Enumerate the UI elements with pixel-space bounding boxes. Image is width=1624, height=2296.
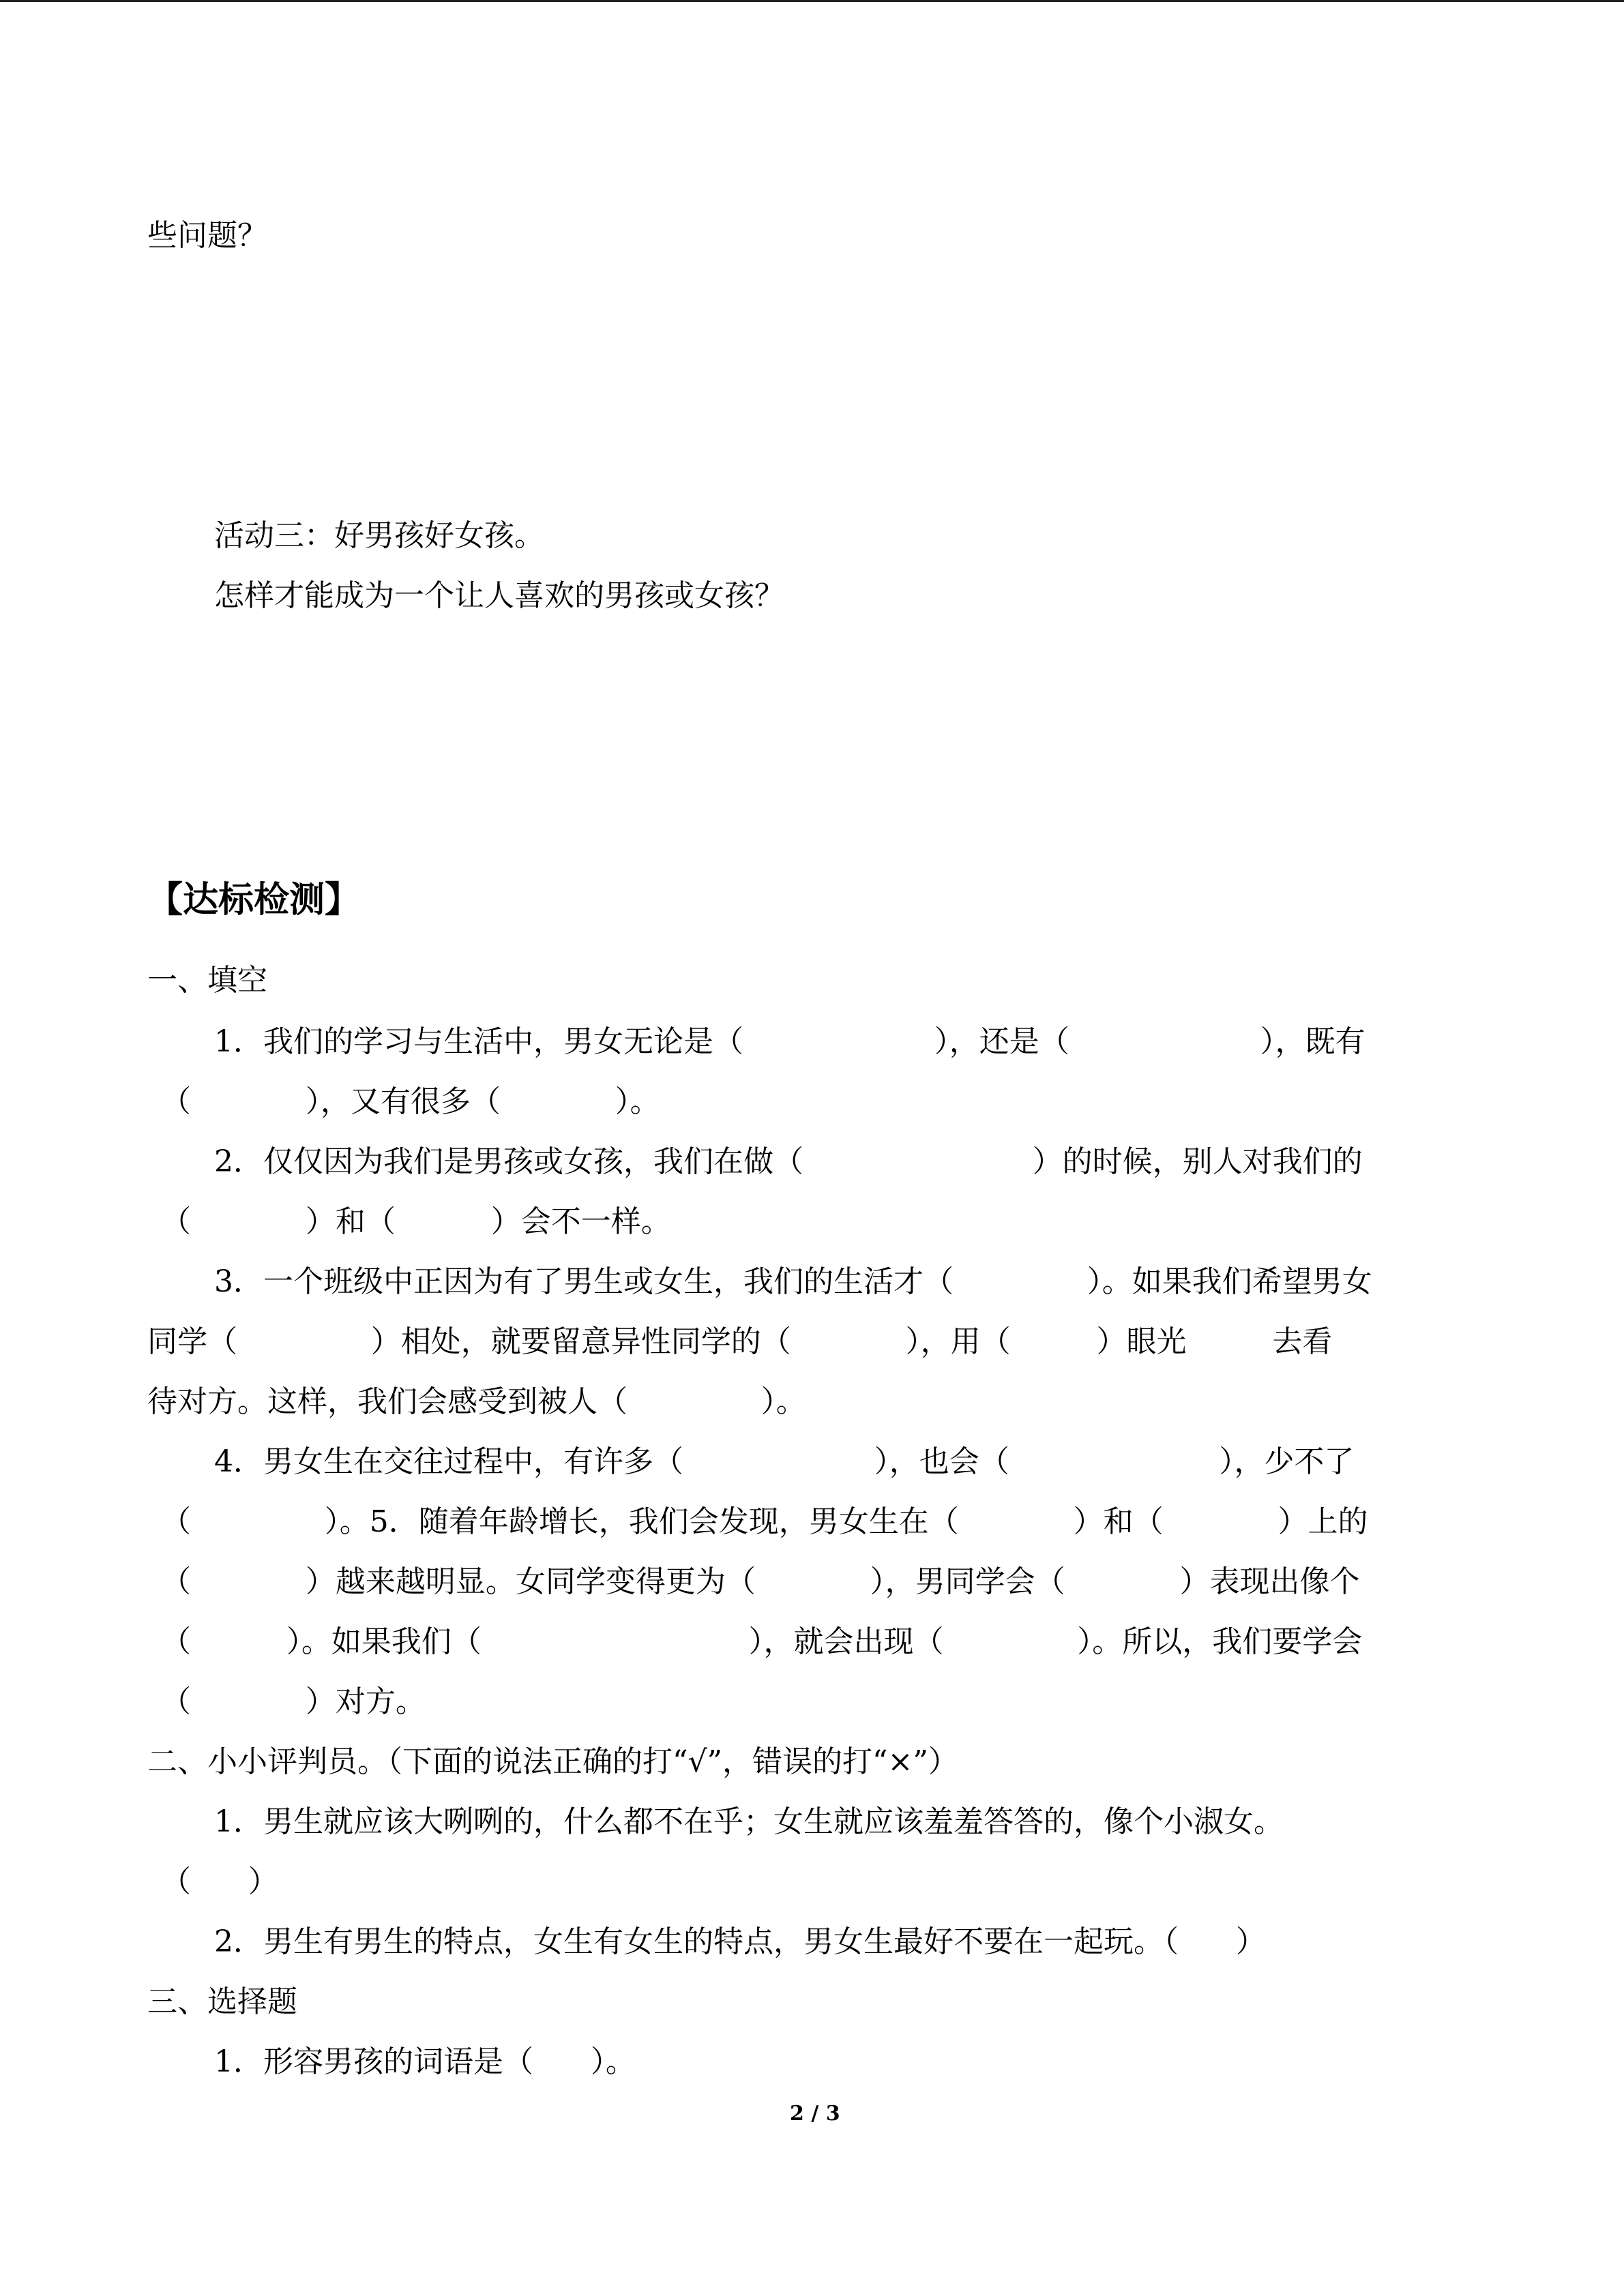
part2-q2: 2．男生有男生的特点，女生有女生的特点，男女生最好不要在一起玩。（ ）	[214, 1924, 1266, 1959]
q2-line2: （ ）和（ ）会不一样。	[161, 1204, 671, 1239]
part3-title: 三、选择题	[147, 1984, 297, 2019]
q4-line5: （ ）对方。	[161, 1684, 426, 1719]
q4-line3: （ ）越来越明显。女同学变得更为（ ），男同学会（ ）表现出像个	[161, 1564, 1360, 1599]
q2-line1: 2．仅仅因为我们是男孩或女孩，我们在做（ ）的时候，别人对我们的	[214, 1144, 1363, 1179]
activity3-question: 怎样才能成为一个让人喜欢的男孩或女孩？	[214, 578, 784, 613]
q1-line1: 1．我们的学习与生活中，男女无论是（ ），还是（ ），既有	[214, 1024, 1365, 1059]
q4-line4: （ ）。如果我们（ ），就会出现（ ）。所以，我们要学会	[161, 1624, 1363, 1659]
part1-title: 一、填空	[147, 963, 267, 998]
page-number: 2 / 3	[790, 2102, 840, 2126]
part3-q1: 1．形容男孩的词语是（ ）。	[214, 2044, 636, 2079]
part2-title: 二、小小评判员。（下面的说法正确的打“√”，错误的打“×”）	[147, 1744, 958, 1779]
continued-text: 些问题？	[147, 218, 267, 253]
section-heading: 【达标检测】	[147, 880, 361, 921]
part2-q1-line2: （ ）	[161, 1864, 278, 1899]
q3-line2: 同学（ ）相处，就要留意异性同学的（ ），用（ ）眼光 去看	[147, 1324, 1333, 1359]
q4-line1: 4．男女生在交往过程中，有许多（ ），也会（ ），少不了	[214, 1444, 1355, 1479]
activity3-title: 活动三：好男孩好女孩。	[214, 518, 544, 553]
part2-q1-line1: 1．男生就应该大咧咧的，什么都不在乎；女生就应该羞羞答答的，像个小淑女。	[214, 1804, 1284, 1839]
q4-line2: （ ）。5．随着年龄增长，我们会发现，男女生在（ ）和（ ）上的	[161, 1504, 1368, 1539]
q3-line3: 待对方。这样，我们会感受到被人（ ）。	[147, 1384, 806, 1419]
q3-line1: 3．一个班级中正因为有了男生或女生，我们的生活才（ ）。如果我们希望男女	[214, 1264, 1372, 1299]
top-border	[0, 0, 1624, 2]
q1-line2: （ ），又有很多（ ）。	[161, 1084, 660, 1119]
